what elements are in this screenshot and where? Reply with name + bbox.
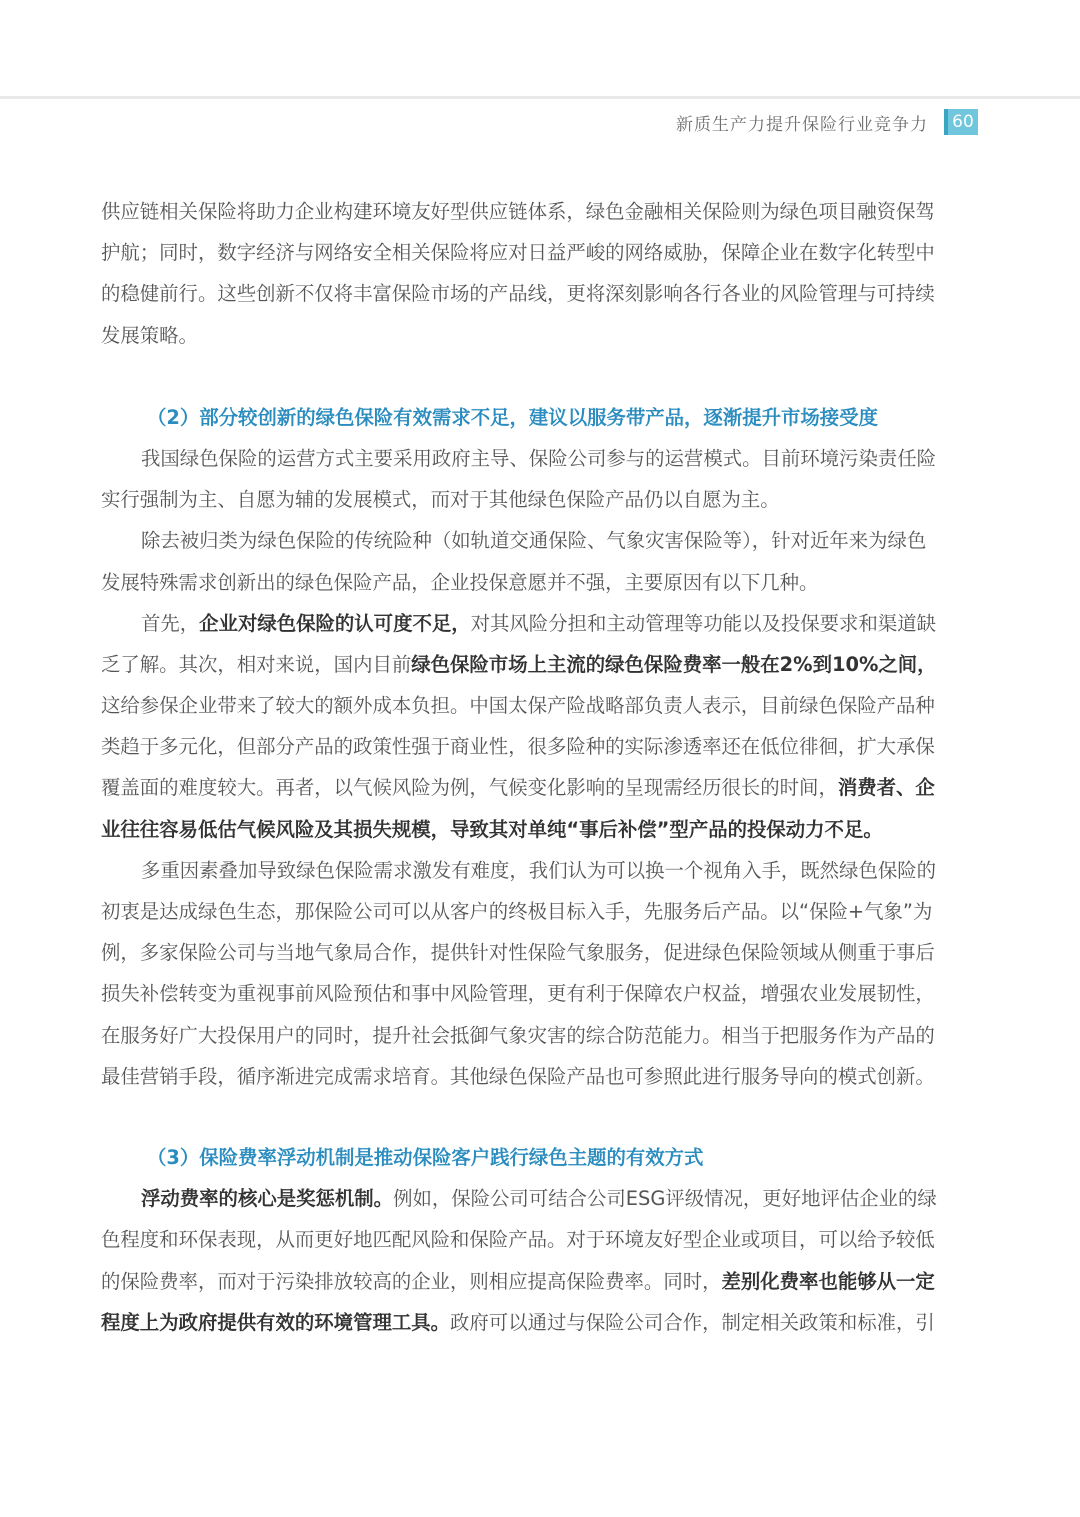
paragraph — [101, 850, 979, 1097]
text-line: 最佳营销手段，循序渐进完成需求培育。其他绿色保险产品也可参照此进行服务导向的模式创新。 — [101, 1064, 935, 1088]
text-line: 类趋于多元化，但部分产品的政策性强于商业性，很多险种的实际渗透率还在低位徘徊，扩大承保 — [101, 735, 935, 759]
bold-text-run: 差别化费率也能够从一定 — [721, 1269, 935, 1293]
document-body — [101, 191, 979, 1343]
text-run: 例如，保险公司可结合公司ESG评级情况，更好地评估企业的绿 — [393, 1187, 937, 1211]
section-heading-2: （2）部分较创新的绿色保险有效需求不足，建议以服务带产品，逐渐提升市场接受度 — [147, 405, 878, 429]
text-run: 的保险费率，而对于污染排放较高的企业，则相应提高保险费率。同时， — [101, 1269, 722, 1293]
bold-text-run: 浮动费率的核心是奖惩机制。 — [141, 1187, 394, 1211]
section-heading-3: （3）保险费率浮动机制是推动保险客户践行绿色主题的有效方式 — [147, 1145, 704, 1169]
running-title: 新质生产力提升保险行业竞争力 — [676, 114, 928, 135]
text-line: 初衷是达成绿色生态，那保险公司可以从客户的终极目标入手，先服务后产品。以“保险+气象”为 — [101, 900, 933, 923]
text-line: 这给参保企业带来了较大的额外成本负担。中国太保产险战略部负责人表示，目前绿色保险产品种 — [101, 694, 935, 718]
text-line — [101, 1261, 979, 1302]
text-line: 色程度和环保表现，从而更好地匹配风险和保险产品。对于环境友好型企业或项目，可以给予较低 — [101, 1228, 935, 1252]
text-run: 覆盖面的难度较大。再者，以气候风险为例，气候变化影响的呈现需经历很长的时间， — [101, 776, 838, 800]
paragraph — [101, 603, 979, 850]
top-divider — [0, 96, 1080, 99]
text-line: 除去被归类为绿色保险的传统险种（如轨道交通保险、气象灾害保险等），针对近年来为绿色 — [141, 529, 927, 553]
text-line: 损失补偿转变为重视事前风险预估和事中风险管理，更有利于保障农户权益，增强农业发展韧性， — [101, 982, 935, 1006]
page-number-badge: 60 — [944, 109, 978, 135]
text-run: 乏了解。其次，相对来说，国内目前 — [101, 652, 412, 676]
text-line — [101, 644, 979, 685]
text-line: 多重因素叠加导致绿色保险需求激发有难度，我们认为可以换一个视角入手，既然绿色保险的 — [141, 858, 937, 882]
text-line — [101, 603, 979, 644]
text-run: 对其风险分担和主动管理等功能以及投保要求和渠道缺 — [470, 611, 937, 635]
bold-text-run: 程度上为政府提供有效的环境管理工具。 — [101, 1310, 451, 1334]
bold-text-run: 消费者、企 — [837, 776, 935, 800]
text-line: 发展特殊需求创新出的绿色保险产品，企业投保意愿并不强，主要原因有以下几种。 — [101, 570, 819, 594]
text-line — [101, 1302, 979, 1343]
text-line: 在服务好广大投保用户的同时，提升社会抵御气象灾害的综合防范能力。相当于把服务作为产品的 — [101, 1023, 935, 1047]
paragraph-continued — [101, 191, 979, 356]
bold-text-run: 绿色保险市场上主流的绿色保险费率一般在2%到10%之间， — [411, 652, 937, 676]
text-run: 政府可以通过与保险公司合作，制定相关政策和标准，引 — [450, 1310, 935, 1334]
text-run: 首先， — [141, 611, 200, 635]
spacer — [101, 356, 979, 397]
text-line: 的稳健前行。这些创新不仅将丰富保险市场的产品线，更将深刻影响各行各业的风险管理与可持续 — [101, 282, 935, 306]
spacer — [101, 1097, 979, 1137]
text-line: 发展策略。 — [101, 323, 198, 347]
paragraph — [101, 438, 979, 520]
bold-text-line: 业往往容易低估气候风险及其损失规模，导致其对单纯“事后补偿”型产品的投保动力不足。 — [101, 817, 883, 841]
paragraph — [101, 1178, 979, 1343]
bold-text-run: 企业对绿色保险的认可度不足， — [199, 611, 471, 635]
text-line — [101, 1178, 979, 1219]
paragraph — [101, 520, 979, 602]
text-line: 实行强制为主、自愿为辅的发展模式，而对于其他绿色保险产品仍以自愿为主。 — [101, 488, 780, 512]
text-line: 护航；同时，数字经济与网络安全相关保险将应对日益严峻的网络威胁，保障企业在数字化转型中 — [101, 241, 935, 265]
text-line: 我国绿色保险的运营方式主要采用政府主导、保险公司参与的运营模式。目前环境污染责任险 — [141, 446, 937, 470]
text-line — [101, 767, 979, 808]
text-line: 例，多家保险公司与当地气象局合作，提供针对性保险气象服务，促进绿色保险领域从侧重于事后 — [101, 941, 935, 965]
text-line: 供应链相关保险将助力企业构建环境友好型供应链体系，绿色金融相关保险则为绿色项目融资保驾 — [101, 200, 935, 223]
page-header — [676, 108, 978, 136]
